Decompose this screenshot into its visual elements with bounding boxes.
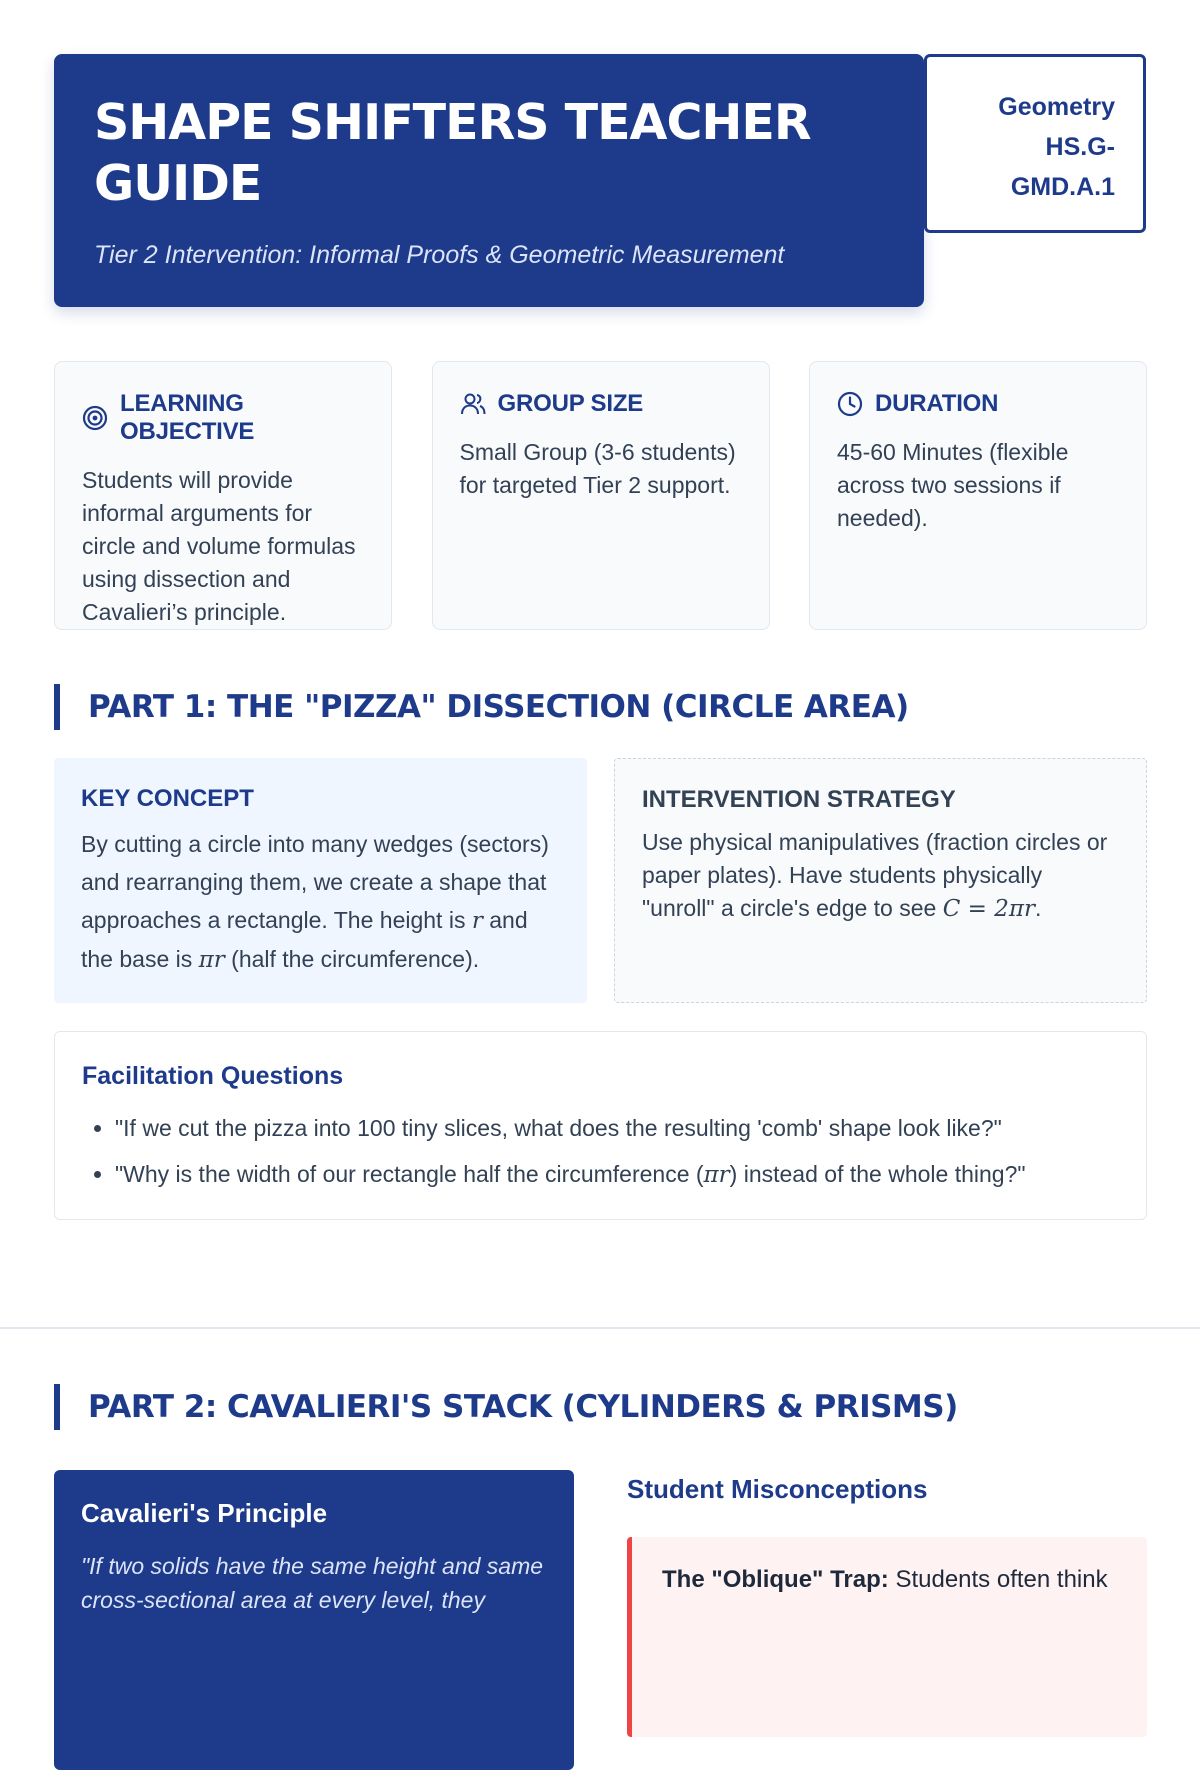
principle-heading: Cavalieri's Principle (81, 1498, 328, 1528)
key-concept-text: By cutting a circle into many wedges (sectors) and rearranging them, we create a shape that approaches a rectangle. The height is r and the base is πr (half the circumference). (81, 831, 549, 973)
header (54, 54, 1147, 307)
info-card-group-size (432, 361, 770, 630)
users-icon (460, 391, 486, 417)
list-item: • "Why is the width of our rectangle half the circumference (πr) instead of the whole thing?" (115, 1157, 1119, 1192)
title-card (54, 54, 924, 307)
part2-title: PART 2: CAVALIERI'S STACK (CYLINDERS & PRISMS) (54, 1384, 1147, 1430)
list-item: • "If we cut the pizza into 100 tiny slices, what does the resulting 'comb' shape look like?" (115, 1111, 1119, 1145)
strategy-text: Use physical manipulatives (fraction circles or paper plates). Have students physically "unroll" a circle's edge to see C = 2πr. (642, 829, 1108, 922)
questions-list (82, 1111, 1119, 1192)
page-title: SHAPE SHIFTERS TEACHER GUIDE (94, 94, 811, 212)
info-heading-group-size: GROUP SIZE (497, 390, 644, 417)
facilitation-questions-heading: Facilitation Questions (82, 1062, 344, 1090)
info-cards (54, 361, 1147, 630)
trap-label: The "Oblique" Trap: (662, 1566, 889, 1593)
part1-columns (54, 758, 1147, 1003)
standard-code-part1: HS.G- (1045, 133, 1115, 161)
principle-quote: "If two solids have the same height and same cross-sectional area at every level, they (81, 1553, 544, 1613)
intervention-strategy-box (614, 758, 1147, 1003)
standard-code-part2: GMD.A.1 (1010, 173, 1115, 201)
standard-subject: Geometry (998, 93, 1115, 121)
trap-text: Students often think (888, 1566, 1108, 1593)
section-divider (0, 1327, 1200, 1329)
info-heading-duration: DURATION (875, 390, 999, 417)
clock-icon (837, 391, 863, 417)
standard-badge (924, 54, 1146, 233)
info-card-objective (54, 361, 392, 630)
info-text-objective: Students will provide informal arguments for circle and volume formulas using dissection and Cavalieri’s principle. (82, 467, 356, 625)
oblique-trap-callout (627, 1537, 1147, 1737)
key-concept-heading: KEY CONCEPT (81, 785, 254, 812)
info-heading-objective: LEARNING OBJECTIVE (120, 390, 255, 445)
info-card-duration (809, 361, 1147, 630)
info-text-duration: 45-60 Minutes (flexible across two sessions if needed). (837, 439, 1069, 531)
part2-section (54, 1384, 1147, 1770)
misconceptions-heading: Student Misconceptions (627, 1474, 928, 1504)
target-icon (82, 405, 108, 431)
page-subtitle: Tier 2 Intervention: Informal Proofs & Geometric Measurement (94, 241, 785, 269)
key-concept-box (54, 758, 587, 1003)
part1-title: PART 1: THE "PIZZA" DISSECTION (CIRCLE AREA) (54, 684, 1147, 730)
student-misconceptions (627, 1470, 1147, 1770)
strategy-heading: INTERVENTION STRATEGY (642, 786, 956, 813)
cavalieri-principle-card (54, 1470, 574, 1770)
facilitation-questions-box (54, 1031, 1147, 1220)
info-text-group-size: Small Group (3-6 students) for targeted Tier 2 support. (459, 439, 736, 498)
